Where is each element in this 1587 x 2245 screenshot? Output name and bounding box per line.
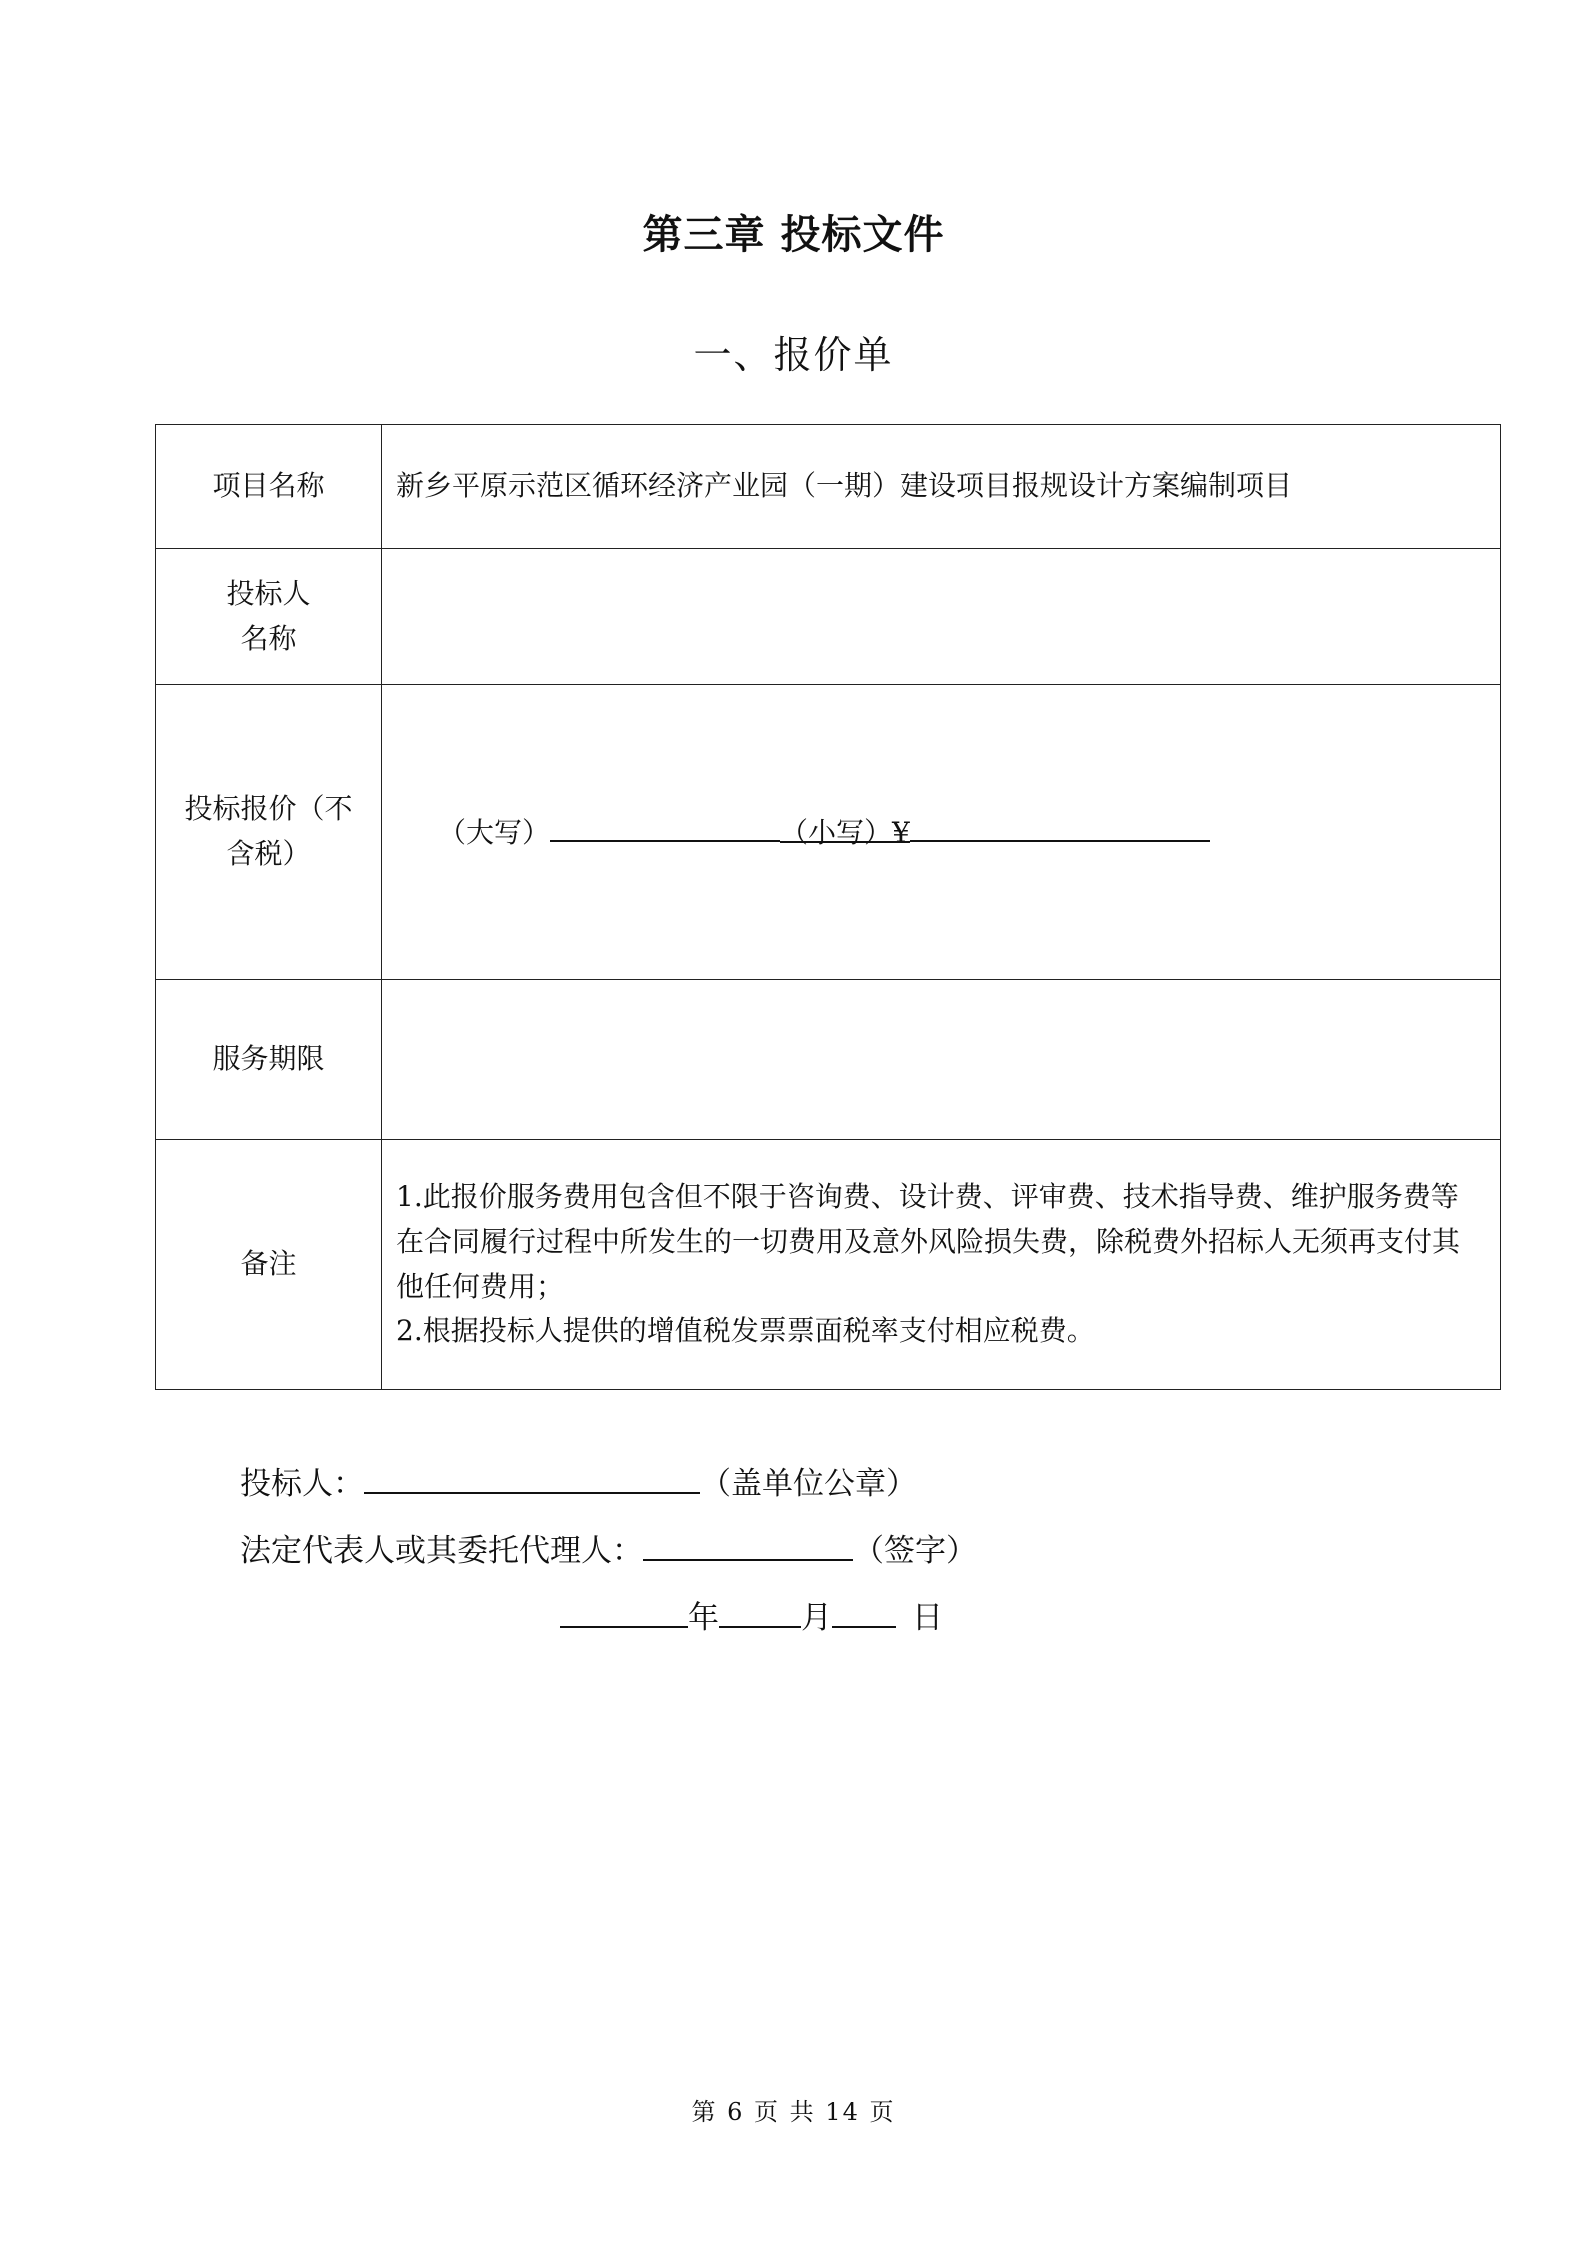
day-blank[interactable] [832, 1592, 896, 1628]
bidder-name-label-line1: 投标人 [226, 576, 311, 610]
remarks-value [382, 1140, 1501, 1390]
table-row-bidder-name [156, 549, 1501, 685]
bidder-name-label-line2: 名称 [240, 621, 297, 655]
representative-label: 法定代表人或其委托代理人： [240, 1533, 643, 1570]
month-label: 月 [801, 1600, 832, 1637]
chapter-title: 第三章 投标文件 [642, 212, 945, 258]
table-row-remarks [156, 1140, 1501, 1390]
bidder-name-label [156, 549, 382, 685]
bid-price-label [156, 685, 382, 980]
representative-suffix: （签字） [853, 1533, 977, 1570]
bidder-signature-line [240, 1458, 917, 1503]
table-row-bid-price [156, 685, 1501, 980]
remarks-label: 备注 [156, 1140, 382, 1390]
bidder-suffix: （盖单位公章） [700, 1466, 917, 1503]
xiaoxie-label: （小写）¥ [780, 811, 910, 844]
daxie-blank[interactable] [550, 809, 780, 842]
year-blank[interactable] [560, 1592, 688, 1628]
table-row-service-period [156, 980, 1501, 1140]
quote-table [155, 424, 1501, 1390]
remark-1: 1.此报价服务费用包含但不限于咨询费、设计费、评审费、技术指导费、维护服务费等在合同履行过程中所发生的一切费用及意外风险损失费，除税费外招标人无须再支付其他任何费用； [396, 1179, 1461, 1303]
service-period-field[interactable] [382, 980, 1501, 1140]
year-label: 年 [688, 1600, 719, 1637]
bidder-name-field[interactable] [382, 549, 1501, 685]
page-footer: 第 6 页 共 14 页 [691, 2098, 896, 2126]
project-name-label: 项目名称 [156, 425, 382, 549]
month-blank[interactable] [719, 1592, 801, 1628]
bidder-blank[interactable] [364, 1458, 700, 1494]
daxie-label: （大写） [438, 815, 551, 849]
section-title: 一、报价单 [693, 333, 894, 377]
date-line [560, 1592, 943, 1637]
representative-signature-line [240, 1525, 977, 1570]
day-label: 日 [912, 1600, 943, 1637]
price-line [438, 809, 1486, 856]
remark-2: 2.根据投标人提供的增值税发票票面税率支付相应税费。 [396, 1314, 1095, 1348]
project-name-value: 新乡平原示范区循环经济产业园（一期）建设项目报规设计方案编制项目 [382, 425, 1501, 549]
service-period-label: 服务期限 [156, 980, 382, 1140]
bid-price-label-line1: 投标报价（不 [184, 792, 353, 826]
bidder-label: 投标人： [240, 1466, 364, 1503]
xiaoxie-blank[interactable] [910, 809, 1210, 842]
bid-price-label-line2: 含税） [226, 837, 311, 870]
representative-blank[interactable] [643, 1525, 853, 1561]
bid-price-value [382, 685, 1501, 980]
table-row-project-name [156, 425, 1501, 549]
